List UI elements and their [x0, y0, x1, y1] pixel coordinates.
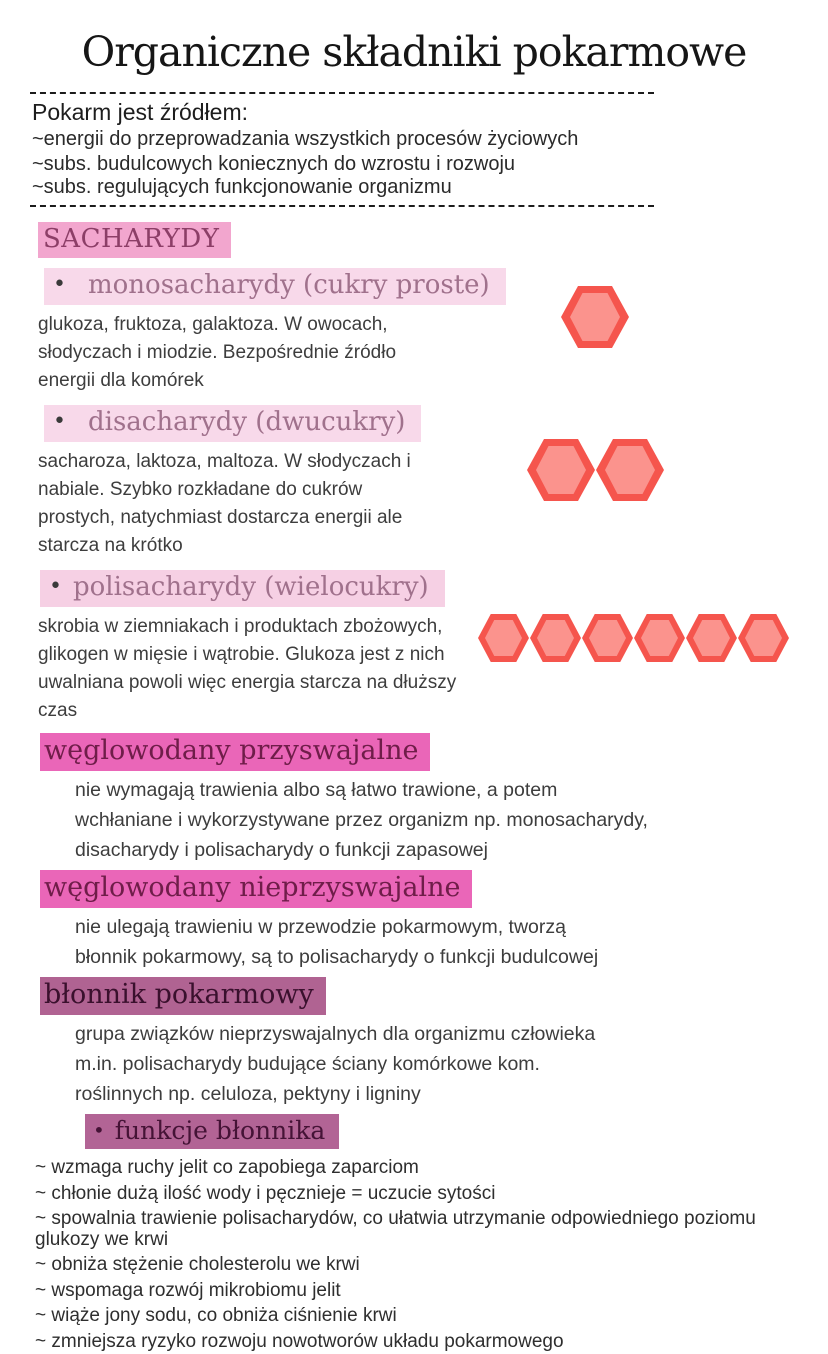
hexagon-icon: [530, 614, 581, 662]
subheading-disacharydy: [44, 405, 421, 442]
body-line: starcza na krótko: [38, 532, 828, 560]
paragraph-weglowodany-nieprzyswajalne: [75, 912, 828, 972]
hexagon-icon: [478, 614, 529, 662]
subheading-label: polisacharydy (wielocukry): [73, 572, 429, 602]
hexagon-icon: [686, 614, 737, 662]
body-line: glikogen w mięsie i wątrobie. Glukoza jest z nich: [38, 641, 828, 669]
body-line: sacharoza, laktoza, maltoza. W słodyczach i: [38, 448, 828, 476]
bullet-icon: •: [93, 1118, 105, 1142]
hexagon-icon: [738, 614, 789, 662]
subheading-funkcje-blonnika: [85, 1114, 339, 1149]
body-line: m.in. polisacharydy budujące ściany komórkowe kom.: [75, 1049, 828, 1079]
body-line: błonnik pokarmowy, są to polisacharydy o funkcji budulcowej: [75, 942, 828, 972]
source-item: ~energii do przeprowadzania wszystkich procesów życiowych: [32, 127, 654, 152]
hexagon-group-disacharydy: [527, 439, 664, 501]
source-heading: Pokarm jest źródłem:: [32, 97, 654, 127]
subsection-disacharydy: [38, 405, 828, 560]
bullet-icon: •: [53, 409, 66, 434]
funkcje-item: ~ chłonie dużą ilość wody i pęcznieje = uczucie sytości: [35, 1181, 828, 1207]
section-heading-sacharydy: SACHARYDY: [38, 222, 231, 258]
funkcje-item: ~ wiąże jony sodu, co obniża ciśnienie krwi: [35, 1303, 828, 1329]
body-line: grupa związków nieprzyswajalnych dla organizmu człowieka: [75, 1019, 828, 1049]
source-box: [30, 92, 654, 207]
paragraph-blonnik-pokarmowy: [75, 1019, 828, 1109]
funkcje-list: [35, 1155, 828, 1354]
funkcje-item: ~ wzmaga ruchy jelit co zapobiega zaparciom: [35, 1155, 828, 1181]
paragraph-disacharydy: [38, 448, 828, 560]
section-heading-weglowodany-przyswajalne: węglowodany przyswajalne: [40, 733, 430, 771]
body-line: nie wymagają trawienia albo są łatwo trawione, a potem: [75, 775, 828, 805]
funkcje-item: ~ wspomaga rozwój mikrobiomu jelit: [35, 1278, 828, 1304]
subsection-polisacharydy: [38, 570, 828, 725]
funkcje-item: ~ obniża stężenie cholesterolu we krwi: [35, 1252, 828, 1278]
body-line: prostych, natychmiast dostarcza energii ale: [38, 504, 828, 532]
hexagon-icon: [561, 286, 629, 348]
body-line: energii dla komórek: [38, 367, 828, 395]
body-line: glukoza, fruktoza, galaktoza. W owocach,: [38, 311, 828, 339]
hexagon-group-monosacharydy: [561, 286, 629, 348]
page-title: Organiczne składniki pokarmowe: [0, 28, 828, 76]
notes-page: [0, 28, 828, 1199]
body-line: disacharydy i polisacharydy o funkcji zapasowej: [75, 835, 828, 865]
source-item: ~subs. regulujących funkcjonowanie organizmu: [32, 177, 654, 198]
body-line: nie ulegają trawieniu w przewodzie pokarmowym, tworzą: [75, 912, 828, 942]
paragraph-weglowodany-przyswajalne: [75, 775, 828, 865]
hexagon-group-polisacharydy: [478, 614, 789, 662]
body-line: nabiale. Szybko rozkładane do cukrów: [38, 476, 828, 504]
paragraph-monosacharydy: [38, 311, 828, 395]
subheading-label: disacharydy (dwucukry): [88, 407, 405, 437]
sacharydy-heading-row: [38, 222, 828, 258]
section-weglowodany-nieprzyswajalne: [40, 870, 828, 972]
section-weglowodany-przyswajalne: [40, 733, 828, 865]
body-line: słodyczach i miodzie. Bezpośrednie źródło: [38, 339, 828, 367]
subheading-polisacharydy: [40, 570, 445, 607]
body-line: uwalniana powoli więc energia starcza na dłuższy: [38, 669, 828, 697]
body-line: czas: [38, 697, 828, 725]
bullet-icon: •: [49, 574, 62, 599]
section-heading-weglowodany-nieprzyswajalne: węglowodany nieprzyswajalne: [40, 870, 472, 908]
subheading-label: monosacharydy (cukry proste): [88, 270, 490, 300]
body-line: skrobia w ziemniakach i produktach zbożowych,: [38, 613, 828, 641]
source-item: ~subs. budulcowych koniecznych do wzrostu i rozwoju: [32, 152, 654, 177]
hexagon-icon: [596, 439, 664, 501]
body-line: wchłaniane i wykorzystywane przez organizm np. monosacharydy,: [75, 805, 828, 835]
funkcje-item: ~ zmniejsza ryzyko rozwoju nowotworów układu pokarmowego: [35, 1329, 828, 1354]
hexagon-icon: [582, 614, 633, 662]
section-heading-blonnik-pokarmowy: błonnik pokarmowy: [40, 977, 326, 1015]
funkcje-item-continuation: glukozy we krwi: [35, 1229, 828, 1253]
hexagon-icon: [527, 439, 595, 501]
subsection-monosacharydy: [38, 268, 828, 395]
body-line: roślinnych np. celuloza, pektyny i ligniny: [75, 1079, 828, 1109]
funkcje-item: ~ spowalnia trawienie polisacharydów, co ułatwia utrzymanie odpowiedniego poziomu: [35, 1206, 828, 1232]
bullet-icon: •: [53, 272, 66, 297]
hexagon-icon: [634, 614, 685, 662]
subheading-monosacharydy: [44, 268, 506, 305]
subheading-label: funkcje błonnika: [115, 1116, 326, 1145]
section-blonnik-pokarmowy: [40, 977, 828, 1109]
funkcje-heading-row: [85, 1114, 828, 1149]
